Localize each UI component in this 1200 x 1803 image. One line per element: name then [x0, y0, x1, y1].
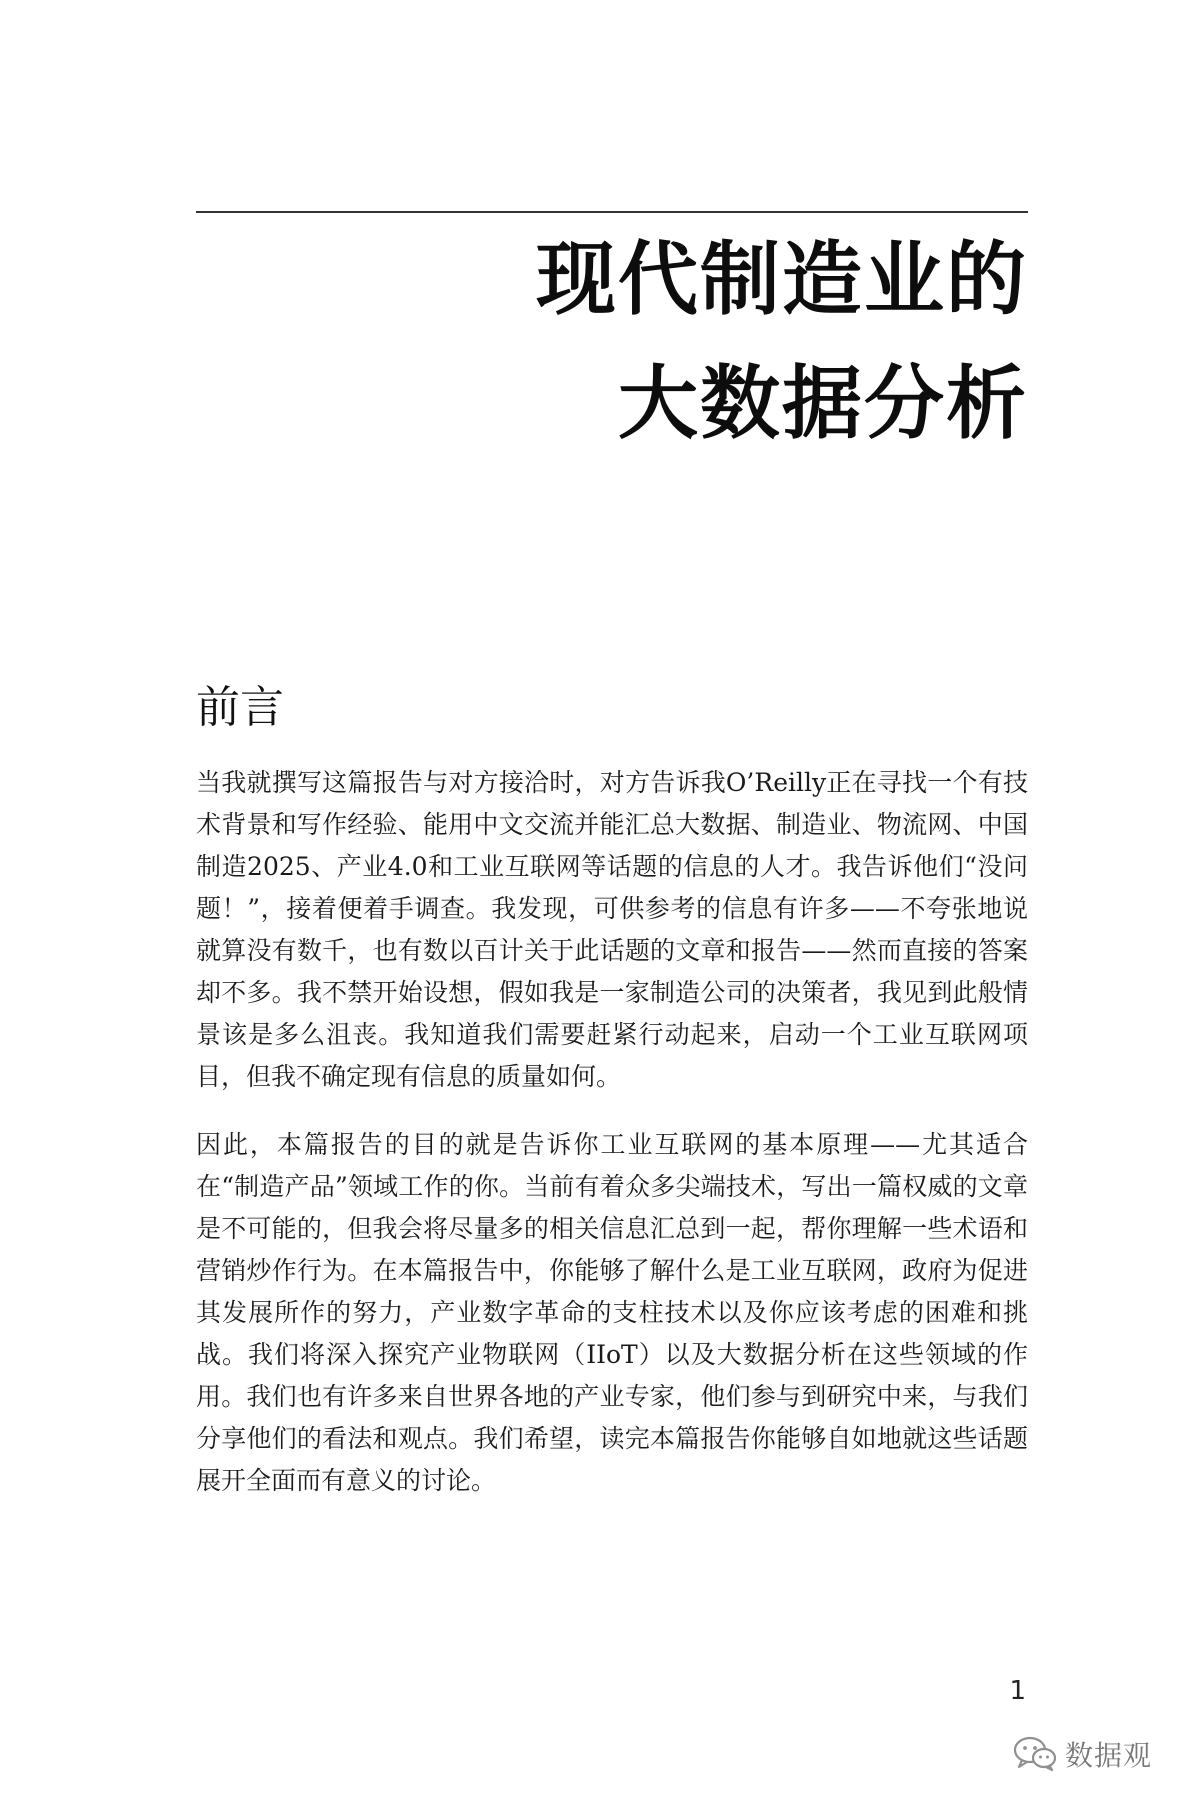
chapter-title-line-2: 大数据分析 — [618, 357, 1028, 450]
section-heading: 前言 — [196, 682, 284, 733]
chapter-title-line-1: 现代制造业的 — [536, 233, 1028, 326]
paragraph-1: 当我就撰写这篇报告与对方接洽时，对方告诉我O’Reilly正在寻找一个有技术背景和写作经验、能用中文交流并能汇总大数据、制造业、物流网、中国制造2025、产业4.0和工业互联网等话题的信息的人才。我告诉他们“没问题！”，接着便着手调查。我发现，可供参考的信息有许多——不夸张地说就算没有数千，也有数以百计关于此话题的文章和报告——然而直接的答案却不多。我不禁开始设想，假如我是一家制造公司的决策者，我见到此般情景该是多么沮丧。我知道我们需要赶紧行动起来，启动一个工业互联网项目，但我不确定现有信息的质量如何。 — [196, 768, 1028, 1091]
wechat-icon — [1013, 1736, 1057, 1772]
page-number: 1 — [1009, 1676, 1026, 1706]
body-text — [196, 762, 1028, 1528]
chapter-title — [328, 218, 1028, 466]
watermark-text: 数据观 — [1064, 1739, 1152, 1772]
header-rule — [196, 211, 1028, 213]
paragraph-2: 因此，本篇报告的目的就是告诉你工业互联网的基本原理——尤其适合在“制造产品”领域工作的你。当前有着众多尖端技术，写出一篇权威的文章是不可能的，但我会将尽量多的相关信息汇总到一起，帮你理解一些术语和营销炒作行为。在本篇报告中，你能够了解什么是工业互联网，政府为促进其发展所作的努力，产业数字革命的支柱技术以及你应该考虑的困难和挑战。我们将深入探究产业物联网（IIoT）以及大数据分析在这些领域的作用。我们也有许多来自世界各地的产业专家，他们参与到研究中来，与我们分享他们的看法和观点。我们希望，读完本篇报告你能够自如地就这些话题展开全面而有意义的讨论。 — [196, 1130, 1028, 1495]
watermark — [1013, 1734, 1152, 1774]
